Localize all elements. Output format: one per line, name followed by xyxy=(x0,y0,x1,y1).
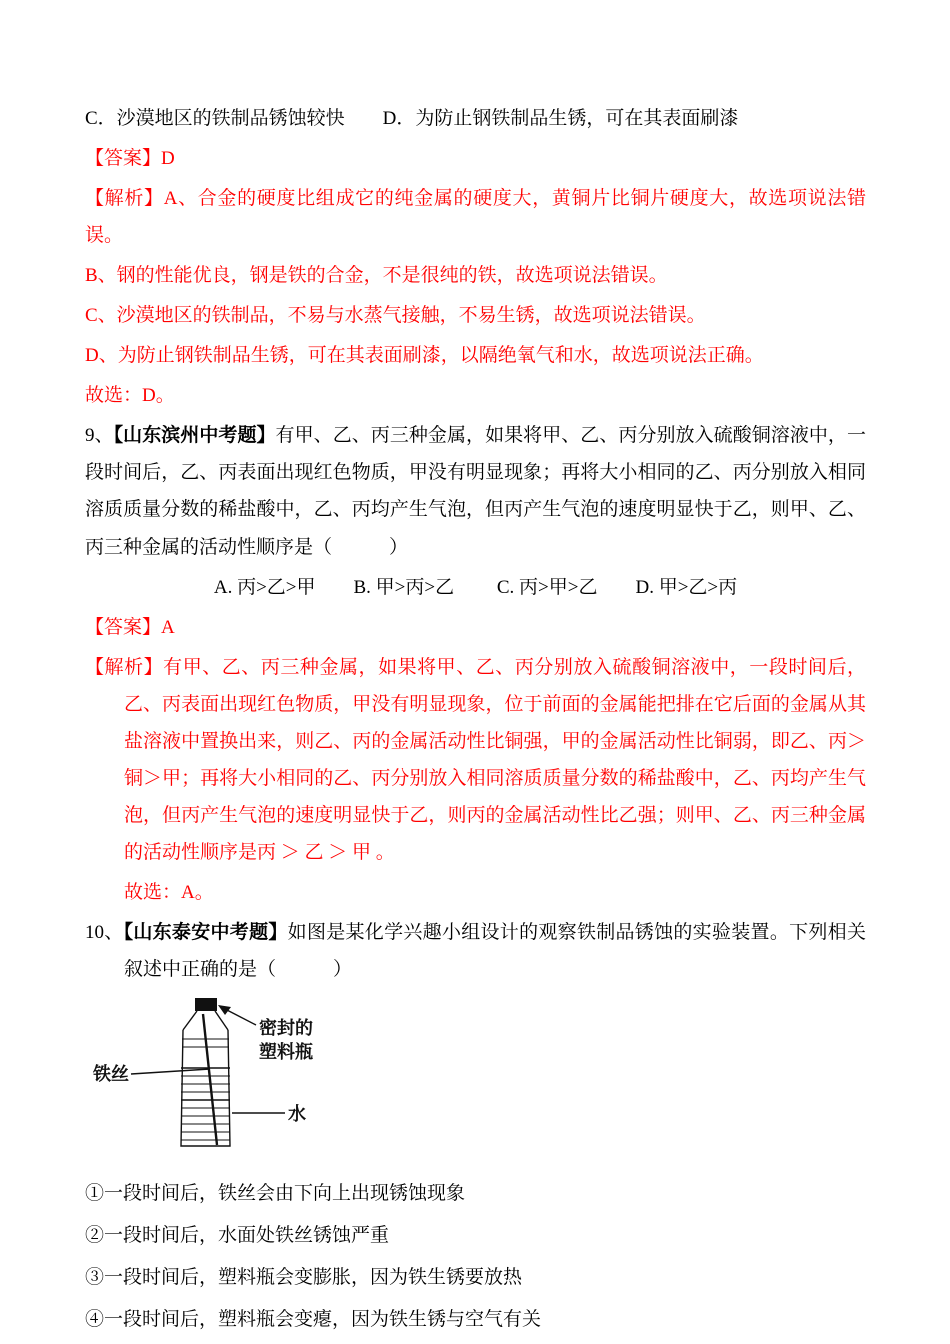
question9-explanation: 【解析】有甲、乙、丙三种金属，如果将甲、乙、丙分别放入硫酸铜溶液中，一段时间后，乙、丙表面出现红色物质，甲没有明显现象，位于前面的金属能把排在它后面的金属从其盐溶液中置换出来，则乙、丙的金属活动性比铜强，甲的金属活动性比铜弱，即乙、丙＞铜＞甲；再将大小相同的乙、丙分别放入相同溶质质量分数的稀盐酸中，乙、丙均产生气泡，但丙产生气泡的速度明显快于乙，则丙的金属活动性比乙强；则甲、乙、丙三种金属的活动性顺序是丙 ＞ 乙 ＞ 甲 。 xyxy=(85,656,866,863)
question8-explanation-c: C、沙漠地区的铁制品，不易与水蒸气接触，不易生锈，故选项说法错误。 xyxy=(85,305,706,327)
statement-4: ④一段时间后，塑料瓶会变瘪，因为铁生锈与空气有关 xyxy=(85,1308,542,1330)
sealed-bottle-label-line1: 密封的 xyxy=(259,1018,313,1039)
iron-wire-icon xyxy=(203,1014,217,1145)
bottle-shoulder-left xyxy=(183,1011,197,1030)
iron-wire-leader-line xyxy=(131,1069,210,1074)
question9-text xyxy=(85,417,866,565)
statement-1: ①一段时间后，铁丝会由下向上出现锈蚀现象 xyxy=(85,1183,466,1205)
question8-explanation-d: D、为防止钢铁制品生锈，可在其表面刷漆，以隔绝氧气和水，故选项说法正确。 xyxy=(85,345,764,367)
iron-wire-label: 铁丝 xyxy=(93,1064,129,1085)
bottle-shoulder-right xyxy=(215,1011,228,1030)
question10-number: 10、 xyxy=(85,921,124,943)
question9-options: A. 丙>乙>甲 B. 甲>丙>乙 C. 丙>甲>乙 D. 甲>乙>丙 xyxy=(213,576,738,598)
question10-body: 如图是某化学兴趣小组设计的观察铁制品锈蚀的实验装置。下列相关叙述中正确的是（ ） xyxy=(124,921,866,981)
statement-3: ③一段时间后，塑料瓶会变膨胀，因为铁生锈要放热 xyxy=(85,1266,523,1288)
bottle-diagram xyxy=(91,996,401,1156)
question9-conclusion: 故选：A。 xyxy=(124,881,214,903)
bottle-cap-icon xyxy=(195,998,217,1011)
question9-source: 【山东滨州中考题】 xyxy=(113,425,276,447)
sealed-bottle-label-line2: 塑料瓶 xyxy=(259,1042,313,1063)
sealed-bottle-arrowhead-icon xyxy=(218,1005,231,1015)
question8-explanation-a: 【解析】A、合金的硬度比组成它的纯金属的硬度大，黄铜片比铜片硬度大，故选项说法错误。 xyxy=(85,188,866,247)
water-label: 水 xyxy=(288,1104,306,1125)
water-lines-icon xyxy=(181,1068,230,1140)
statement-2: ②一段时间后，水面处铁丝锈蚀严重 xyxy=(85,1224,390,1246)
question8-options-cd: C．沙漠地区的铁制品锈蚀较快 D．为防止钢铁制品生锈，可在其表面刷漆 xyxy=(85,108,739,129)
question10-source: 【山东泰安中考题】 xyxy=(123,921,288,943)
question10-text xyxy=(85,914,866,988)
question8-answer: 【答案】D xyxy=(85,148,175,170)
question9-body: 有甲、乙、丙三种金属，如果将甲、乙、丙分别放入硫酸铜溶液中，一段时间后，乙、丙表面出现红色物质，甲没有明显现象；再将大小相同的乙、丙分别放入相同溶质质量分数的稀盐酸中，乙、丙均产生气泡，但丙产生气泡的速度明显快于乙，则甲、乙、丙三种金属的活动性顺序是（ ） xyxy=(85,425,866,558)
experiment-apparatus-figure xyxy=(91,996,866,1162)
sealed-bottle-leader-line xyxy=(225,1009,256,1025)
question9-number: 9、 xyxy=(85,425,114,447)
question9-answer: 【答案】A xyxy=(85,616,175,638)
question8-conclusion: 故选：D。 xyxy=(85,385,175,407)
question8-explanation-b: B、钢的性能优良，钢是铁的合金，不是很纯的铁，故选项说法错误。 xyxy=(85,265,668,287)
